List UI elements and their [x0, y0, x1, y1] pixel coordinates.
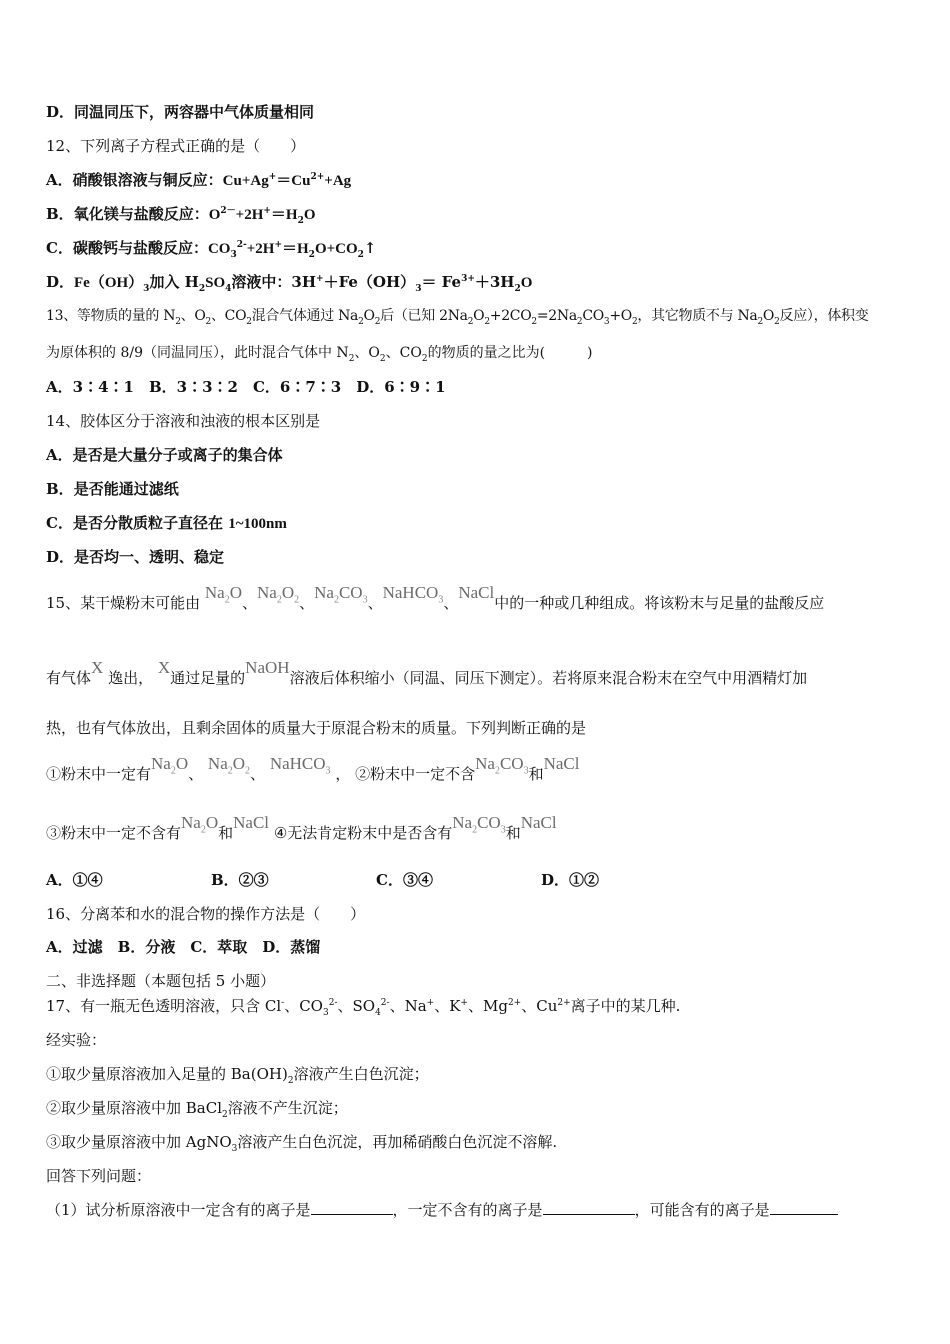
answer-blank-1[interactable] [311, 1200, 393, 1215]
q15-statement-1-2: ①粉末中一定有$Na_2O$、 $Na_2O_2$、 NaHCO$_3$ ， ②粉末中一定不含$Na_2CO_3$和NaCl [46, 754, 580, 783]
q11-option-d: D．同温同压下，两容器中气体质量相同 [46, 103, 315, 121]
q12-option-a: A．硝酸银溶液与铜反应：$Cu+Ag^+=Cu^{2+}+Ag$ [46, 171, 352, 189]
q15-stem-line1: 15、某干燥粉末可能由 $Na_2O$、$Na_2O_2$、$Na_2CO_3$、NaHCO$_3$、NaCl中的一种或几种组成。将该粉末与足量的盐酸反应 [46, 583, 825, 612]
q14-option-b: B．是否能通过滤纸 [46, 480, 179, 498]
formula-naoh: NaOH [245, 658, 290, 677]
q16-stem: 16、分离苯和水的混合物的操作方法是（ ） [46, 905, 366, 923]
q17-experiment-3: ③取少量原溶液中加 AgNO$_3$溶液产生白色沉淀，再加稀硝酸白色沉淀不溶解. [46, 1133, 558, 1154]
q12-option-c: C．碳酸钙与盐酸反应：$CO_3^{2-}+2H^+=H_2O+CO_2↑$ [46, 239, 377, 260]
gas-x: X [91, 658, 104, 677]
q17-experiments-heading: 经实验： [46, 1031, 107, 1049]
q14-option-a: A．是否是大量分子或离子的集合体 [46, 446, 283, 464]
q17-experiment-1: ①取少量原溶液加入足量的 $Ba(OH)_2$溶液产生白色沉淀； [46, 1065, 429, 1086]
q15-statement-3-4: ③粉末中一定不含有$Na_2O$和NaCl ④无法肯定粉末中是否含有$Na_2CO_3$和NaCl [46, 813, 557, 842]
q17-experiment-2: ②取少量原溶液中加 BaCl$_2$溶液不产生沉淀； [46, 1099, 348, 1120]
q14-option-d: D．是否均一、透明、稳定 [46, 548, 225, 566]
q15-options: A．①④ B．②③ C．③④ D．①② [46, 871, 600, 889]
answer-blank-2[interactable] [543, 1200, 635, 1215]
formula-nahco3: NaHCO$_3$ [382, 583, 444, 606]
formula-na2co3: $Na_2CO_3$ [314, 583, 368, 606]
q13-stem-line2: 为原体积的 8/9（同温同压），此时混合气体中 $N_2$、$O_2$、$CO_2$的物质的量之比为( ) [46, 345, 593, 364]
answer-blank-3[interactable] [770, 1200, 838, 1215]
q13-options: A．3∶4∶1 B．3∶3∶2 C．6∶7∶3 D．6∶9∶1 [46, 378, 446, 396]
q14-stem: 14、胶体区分于溶液和浊液的根本区别是 [46, 412, 321, 430]
q14-option-c: C．是否分散质粒子直径在 1~100nm [46, 514, 287, 532]
q15-stem-line2: 有气体X 逸出， X通过足量的NaOH溶液后体积缩小（同温、同压下测定）。若将原来混合粉末在空气中用酒精灯加 [46, 658, 808, 687]
formula-na2o2: $Na_2O_2$ [257, 583, 300, 606]
section-heading: 二、非选择题（本题包括 5 小题） [46, 972, 276, 990]
q16-options: A．过滤 B．分液 C．萃取 D．蒸馏 [46, 938, 321, 956]
q12-option-d: D．$Fe(OH)_3$加入 $H_2SO_4$溶液中：$3H^++Fe(OH)_3= Fe^{3+}+3H_2O$ [46, 273, 533, 294]
q12-option-b: B．氧化镁与盐酸反应：$O^{2-}+2H^+=H_2O$ [46, 205, 316, 226]
q12-stem: 12、下列离子方程式正确的是（ ） [46, 137, 306, 155]
q17-answer-heading: 回答下列问题： [46, 1167, 152, 1185]
q13-stem-line1: 13、等物质的量的 $N_2$、$O_2$、$CO_2$混合气体通过 $Na_2O_2$后（已知 $2Na_2O_2+2CO_2=2Na_2CO_3+O_2$，其它物质不与 $Na_2O_2$反应），体积变 [46, 308, 869, 327]
q17-part-1: （1）试分析原溶液中一定含有的离子是 ，一定不含有的离子是 ，可能含有的离子是 [46, 1200, 838, 1220]
q15-stem-line3: 热，也有气体放出，且剩余固体的质量大于原混合粉末的质量。下列判断正确的是 [46, 719, 587, 737]
formula-nacl: NaCl [458, 583, 495, 602]
q17-stem: 17、有一瓶无色透明溶液，只含 Cl-、$CO_3^{2-}$、$SO_4^{2-}$、Na+、K+、$Mg^{2+}$、$Cu^{2+}$离子中的某几种. [46, 997, 681, 1018]
gas-x-2: X [157, 658, 171, 677]
formula-na2o: $Na_2O$ [204, 583, 242, 606]
